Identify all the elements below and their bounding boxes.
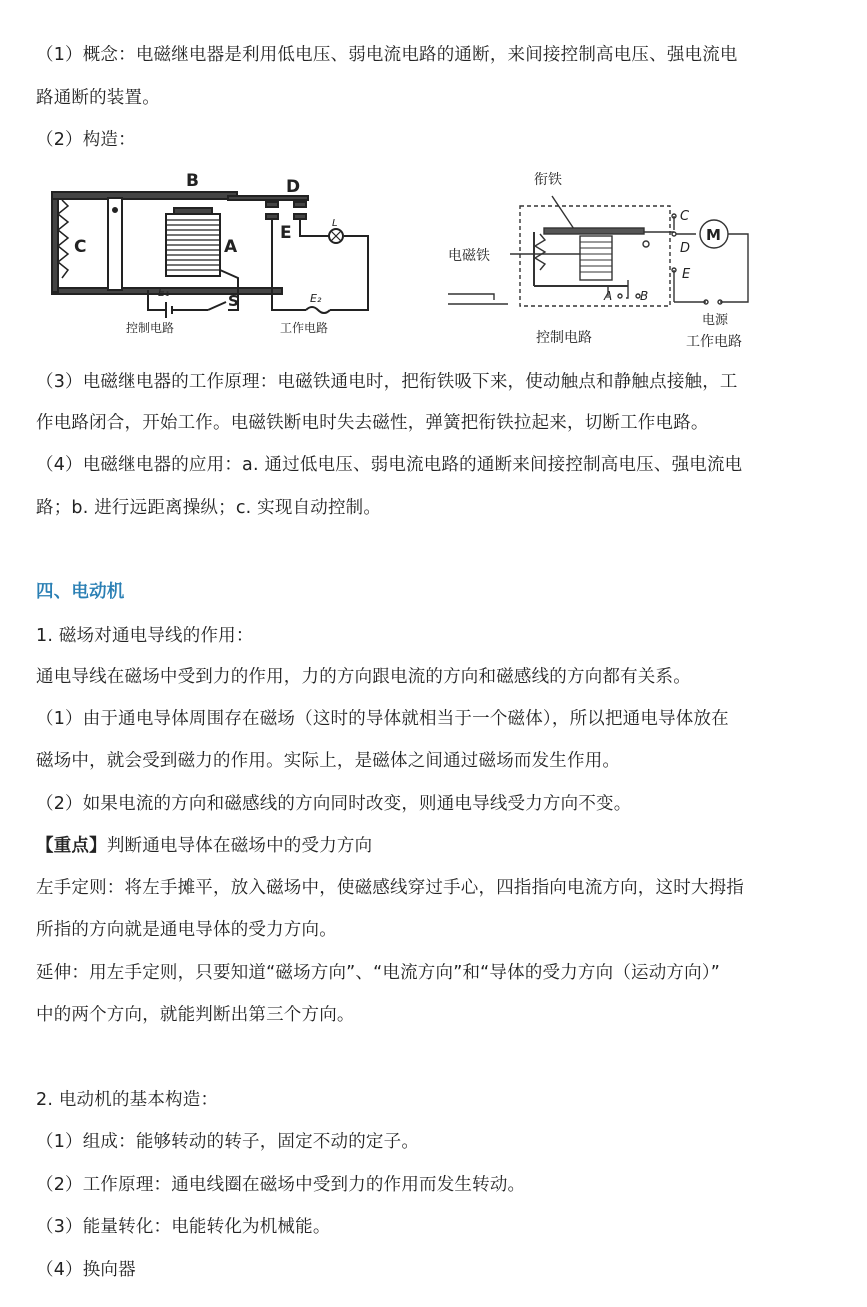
relay-application-line1: （4）电磁继电器的应用：a. 通过低电压、弱电流电路的通断来间接控制高电压、强电流电: [36, 455, 743, 475]
label-d: D: [286, 177, 301, 197]
left-hand-rule-line2: 所指的方向就是通电导体的受力方向。: [36, 920, 337, 940]
label-c: C: [680, 209, 690, 224]
label-lamp: L: [332, 218, 338, 229]
label-b: B: [186, 171, 199, 191]
magnetic-force-p1-line1: （1）由于通电导体周围存在磁场（这时的导体就相当于一个磁体），所以把通电导体放在: [36, 709, 729, 729]
magnetic-force-p1-line2: 磁场中，就会受到磁力的作用。实际上，是磁体之间通过磁场而发生作用。: [36, 751, 621, 771]
extension-line2: 中的两个方向，就能判断出第三个方向。: [36, 1005, 355, 1025]
relay-principle-line2: 作电路闭合，开始工作。电磁铁断电时失去磁性，弹簧把衔铁拉起来，切断工作电路。: [36, 413, 709, 433]
label-s: S: [228, 292, 239, 310]
relay-structure-label: （2）构造：: [36, 130, 136, 150]
magnetic-force-intro: 通电导线在磁场中受到力的作用，力的方向跟电流的方向和磁感线的方向都有关系。: [36, 667, 691, 687]
motor-structure-p4: （4）换向器: [36, 1260, 136, 1280]
section-heading-motor: 四、电动机: [36, 582, 125, 602]
label-a: A: [604, 289, 613, 303]
motor-structure-p3: （3）能量转化：电能转化为机械能。: [36, 1217, 331, 1237]
label-e: E: [682, 267, 691, 282]
relay-principle-line1: （3）电磁继电器的工作原理：电磁铁通电时，把衔铁吸下来，使动触点和静触点接触，工: [36, 372, 738, 392]
relay-concept-line1: （1）概念：电磁继电器是利用低电压、弱电流电路的通断，来间接控制高电压、强电流电: [36, 45, 738, 65]
label-b: B: [640, 289, 649, 303]
relay-diagram-right: [448, 166, 768, 356]
label-e: E: [280, 223, 292, 243]
relay-concept-line2: 路通断的装置。: [36, 88, 160, 108]
label-work-circuit: 工作电路: [686, 334, 742, 350]
label-a: A: [224, 237, 238, 257]
magnetic-force-p2: （2）如果电流的方向和磁感线的方向同时改变，则通电导线受力方向不变。: [36, 794, 632, 814]
label-e1: E₁: [158, 286, 170, 299]
motor-structure-title: 2. 电动机的基本构造：: [36, 1090, 219, 1110]
label-control-circuit: 控制电路: [126, 321, 175, 335]
motor-structure-p1: （1）组成：能够转动的转子，固定不动的定子。: [36, 1132, 420, 1152]
label-d: D: [680, 241, 691, 256]
label-power: 电源: [702, 313, 729, 328]
magnetic-force-title: 1. 磁场对通电导线的作用：: [36, 626, 254, 646]
label-electromagnet: 电磁铁: [448, 248, 490, 264]
label-motor: M: [706, 226, 721, 244]
motor-structure-p2: （2）工作原理：通电线圈在磁场中受到力的作用而发生转动。: [36, 1175, 526, 1195]
label-armature: 衔铁: [534, 172, 562, 188]
relay-application-line2: 路；b. 进行远距离操纵；c. 实现自动控制。: [36, 498, 382, 518]
key-point-label: 【重点】: [36, 836, 107, 856]
label-e2: E₂: [310, 292, 322, 305]
relay-diagram-left: [48, 170, 378, 350]
extension-line1: 延伸：用左手定则，只要知道“磁场方向”、“电流方向”和“导体的受力方向（运动方向）”: [36, 963, 721, 983]
label-work-circuit: 工作电路: [280, 321, 329, 335]
key-point: [36, 834, 372, 858]
label-control-circuit: 控制电路: [536, 330, 592, 346]
left-hand-rule-line1: 左手定则：将左手摊平，放入磁场中，使磁感线穿过手心，四指指向电流方向，这时大拇指: [36, 878, 744, 898]
label-c: C: [74, 237, 87, 257]
key-point-text: 判断通电导体在磁场中的受力方向: [106, 836, 373, 856]
